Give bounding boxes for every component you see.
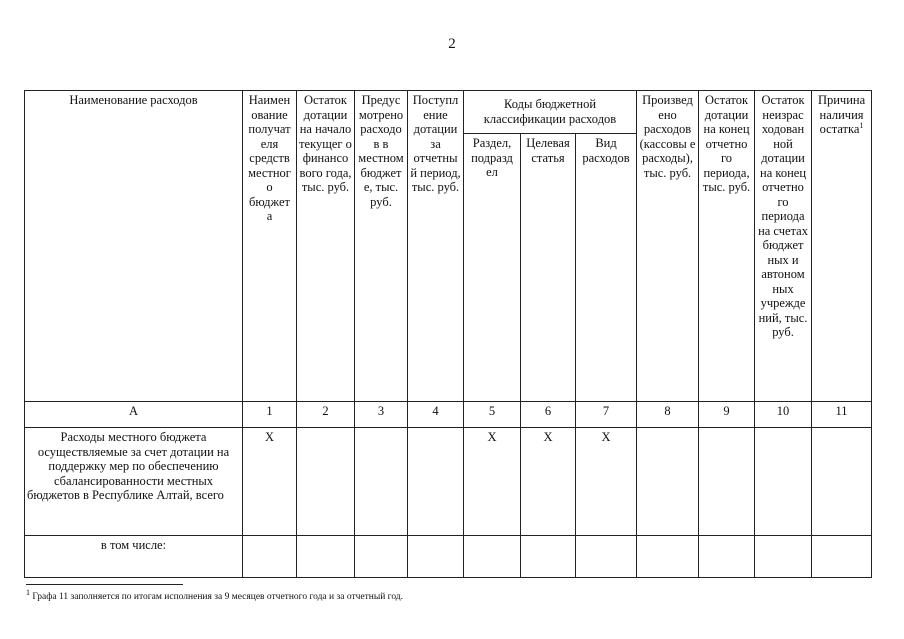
header-reason <box>812 91 872 402</box>
table-cell <box>812 428 872 536</box>
table-cell <box>755 536 812 578</box>
row-label-including: в том числе: <box>25 536 243 578</box>
footnote-text: Графа 11 заполняется по итогам исполнения за 9 месяцев отчетного года и за отчетный год. <box>30 592 404 602</box>
column-number: 8 <box>637 402 699 428</box>
table-cell <box>699 536 755 578</box>
table-cell: Х <box>521 428 576 536</box>
table-cell <box>408 428 464 536</box>
table-cell: Х <box>243 428 297 536</box>
header-received: Поступл ение дотации за отчетны й период, тыс. руб. <box>408 91 464 402</box>
column-number: 9 <box>699 402 755 428</box>
column-numbers-row <box>25 402 872 428</box>
table-cell <box>699 428 755 536</box>
column-number: А <box>25 402 243 428</box>
table-cell: Х <box>576 428 637 536</box>
table-cell <box>243 536 297 578</box>
table-cell <box>812 536 872 578</box>
table-cell <box>297 428 355 536</box>
table-cell <box>637 428 699 536</box>
page-number: 2 <box>448 36 456 52</box>
header-section: Раздел, подразд ел <box>464 134 521 402</box>
table-cell <box>355 428 408 536</box>
table-row <box>25 536 872 578</box>
footnote <box>26 587 404 602</box>
table-cell <box>464 536 521 578</box>
header-unused-balance: Остаток неизрас ходован ной дотации на конец отчетно го периода на счетах бюджет ных и автоном ных учрежде ний, тыс. руб. <box>755 91 812 402</box>
column-number: 2 <box>297 402 355 428</box>
header-spent: Произвед ено расходов (кассовы е расходы), тыс. руб. <box>637 91 699 402</box>
footnote-divider <box>26 584 183 585</box>
column-number: 3 <box>355 402 408 428</box>
table-row <box>25 428 872 536</box>
header-reason-text: Причина наличия остатка <box>817 93 866 136</box>
column-number: 4 <box>408 402 464 428</box>
header-type: Вид расходов <box>576 134 637 402</box>
header-reason-footnote-mark: 1 <box>859 120 864 130</box>
header-balance-end: Остаток дотации на конец отчетно го периода, тыс. руб. <box>699 91 755 402</box>
header-recipient: Наимен ование получат еля средств местног о бюджет а <box>243 91 297 402</box>
footnote-mark: 1 <box>26 587 30 597</box>
column-number: 10 <box>755 402 812 428</box>
column-number: 1 <box>243 402 297 428</box>
table-cell <box>637 536 699 578</box>
header-budget-codes: Коды бюджетной классификации расходов <box>464 91 637 134</box>
table-cell <box>408 536 464 578</box>
table-cell <box>521 536 576 578</box>
column-number: 5 <box>464 402 521 428</box>
table-cell <box>297 536 355 578</box>
column-number: 7 <box>576 402 637 428</box>
header-target: Целевая статья <box>521 134 576 402</box>
table-cell: Х <box>464 428 521 536</box>
header-planned: Предус мотрено расходо в в местном бюджет е, тыс. руб. <box>355 91 408 402</box>
column-number: 11 <box>812 402 872 428</box>
report-table <box>24 90 872 578</box>
row-label-total: Расходы местного бюджета осуществляемые за счет дотации на поддержку мер по обеспечению сбалансированности местных бюджетов в Республике Алтай, всего <box>25 428 243 536</box>
table-cell <box>576 536 637 578</box>
header-expense-name: Наименование расходов <box>25 91 243 402</box>
column-number: 6 <box>521 402 576 428</box>
table-cell <box>755 428 812 536</box>
header-balance-start: Остаток дотации на начало текущег о финансо вого года, тыс. руб. <box>297 91 355 402</box>
table-cell <box>355 536 408 578</box>
